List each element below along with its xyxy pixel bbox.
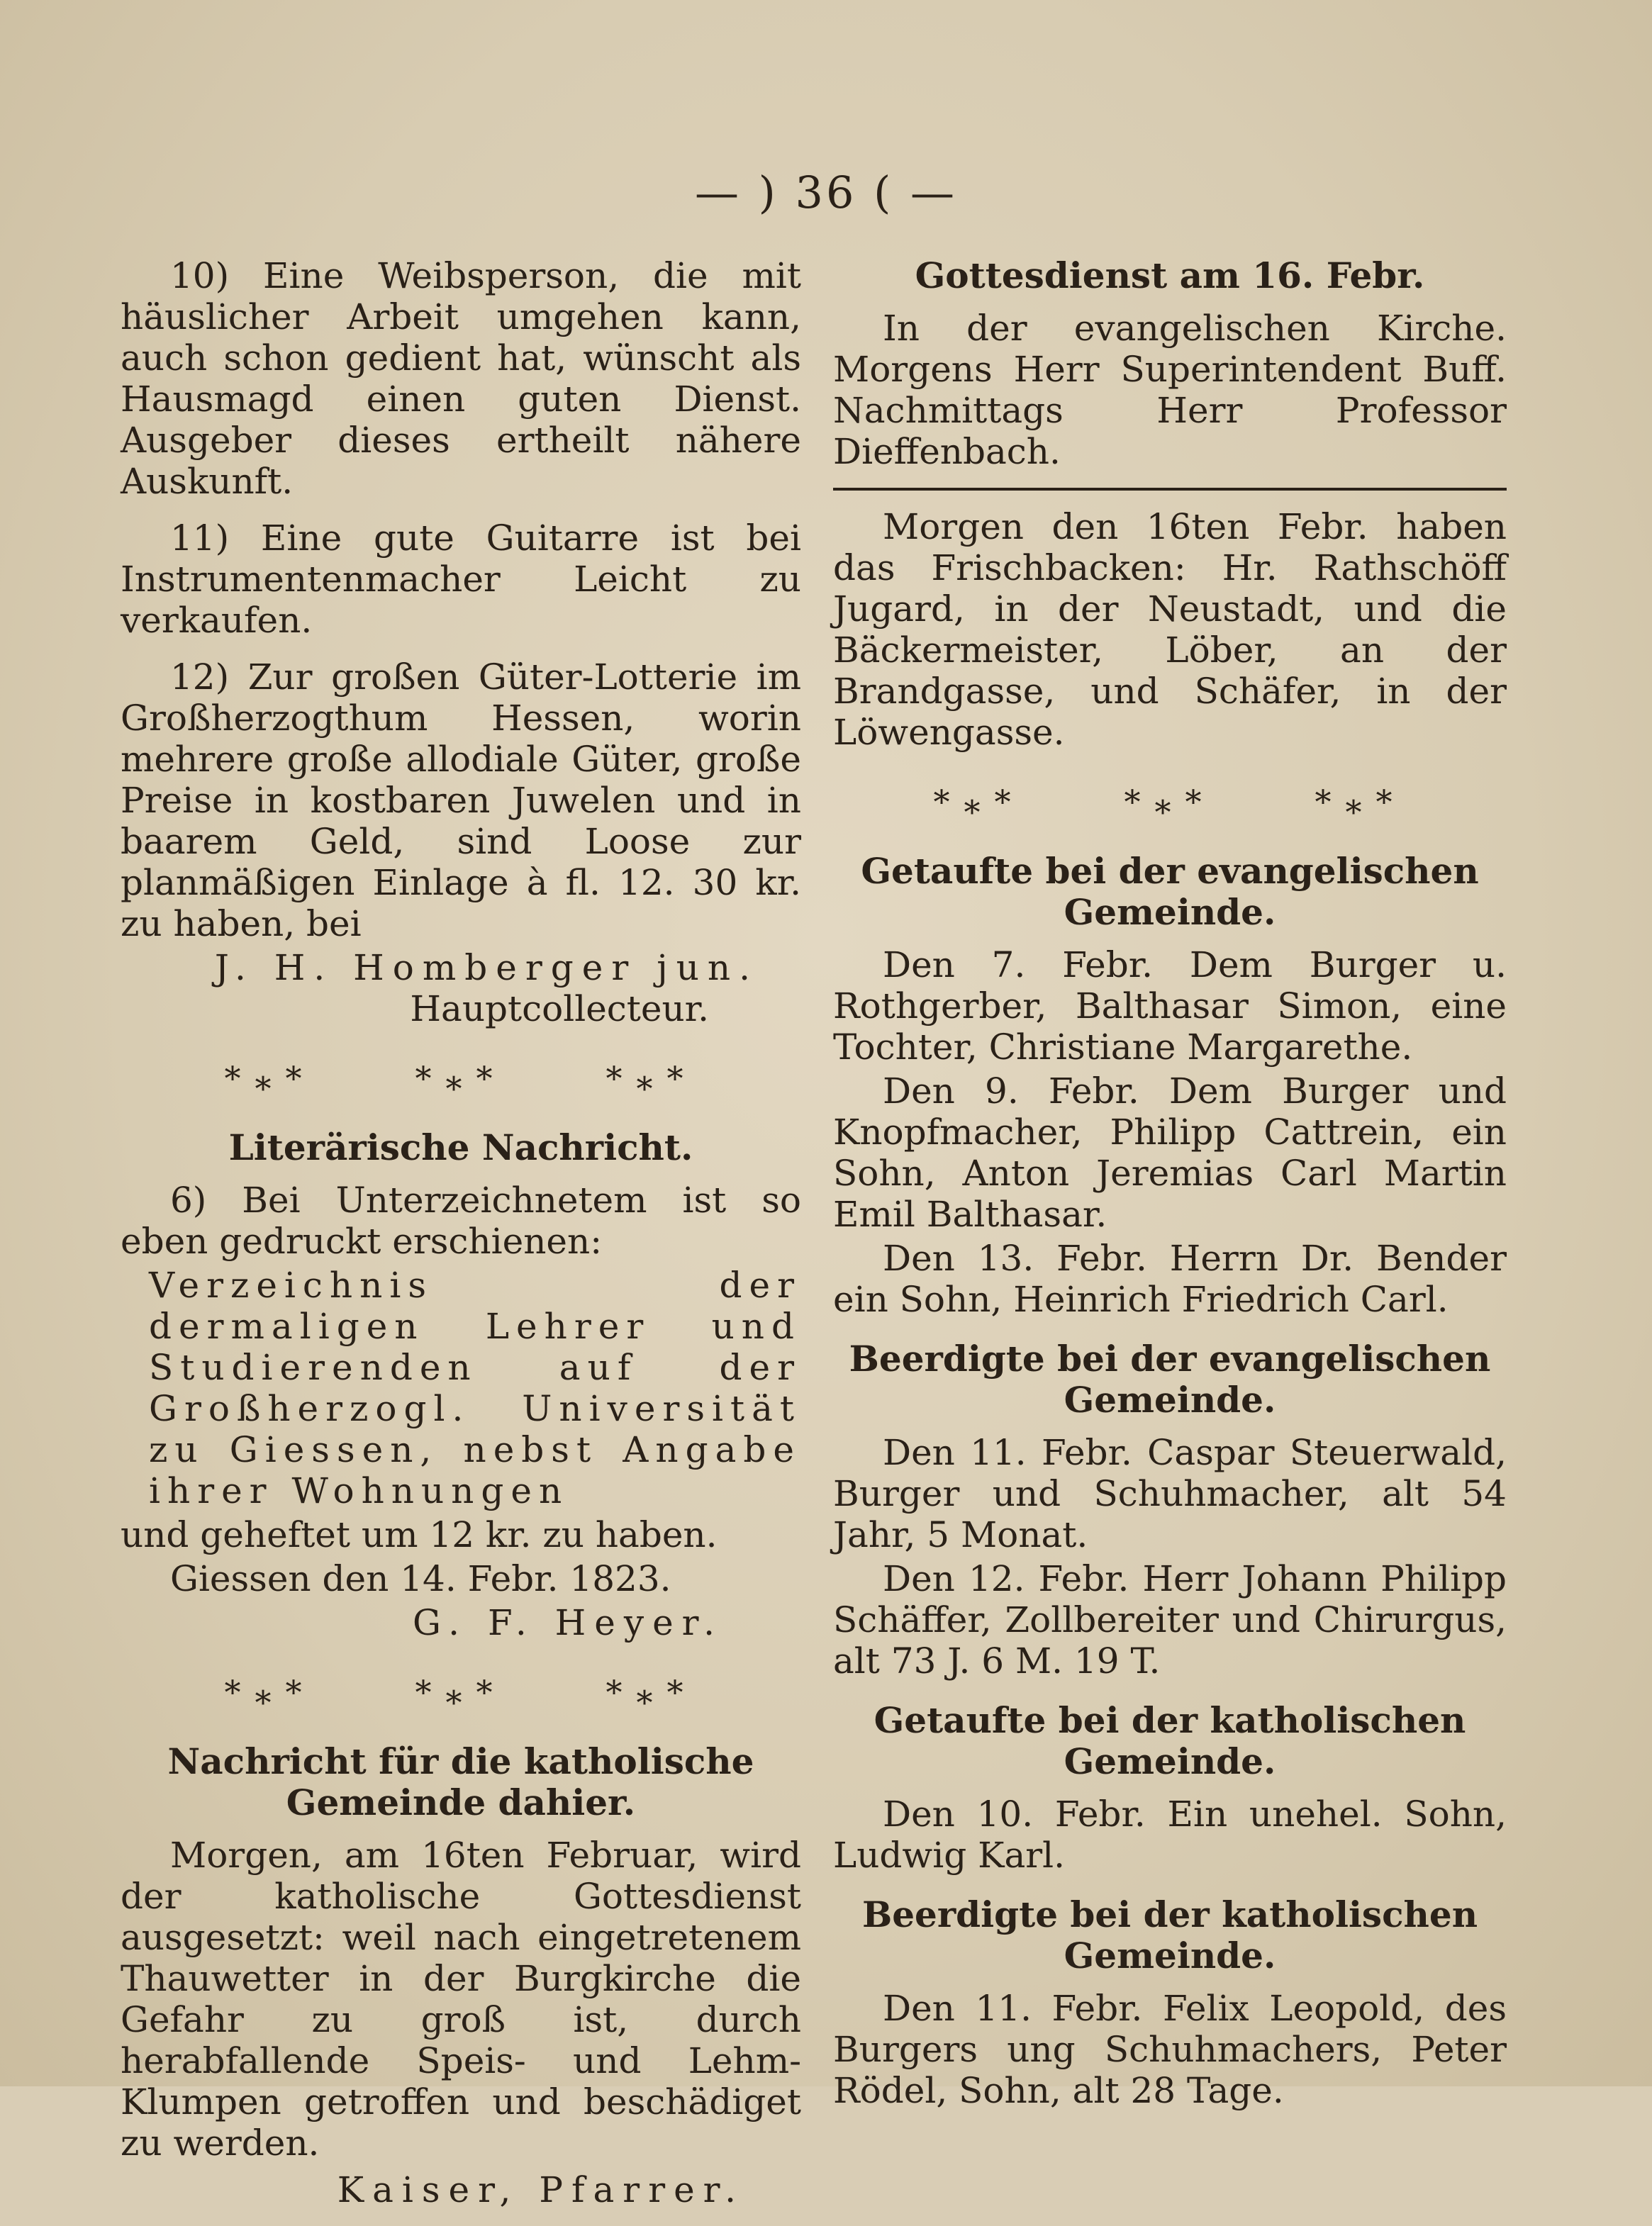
ad-11: 11) Eine gute Guitarre ist bei Instrumentenmacher Leicht zu verkaufen. — [121, 518, 801, 641]
service-heading: Gottesdienst am 16. Febr. — [915, 255, 1425, 296]
literary-book-title: Verzeichnis der dermaligen Lehrer und Studierenden auf der Großherzogl. Universität zu Giessen, nebst Angabe ihrer Wohnungen — [149, 1265, 801, 1511]
literary-price: und geheftet um 12 kr. zu haben. — [121, 1514, 718, 1555]
separator-star: *⁎* — [1315, 783, 1407, 821]
separator-star: *⁎* — [224, 1673, 316, 1711]
separator-star: *⁎* — [605, 1673, 698, 1711]
ev-baptized-heading: Getaufte bei der evangelischen Gemeinde. — [861, 850, 1479, 933]
kath-baptized-heading: Getaufte bei der katholischen Gemeinde. — [874, 1699, 1466, 1782]
separator-star: *⁎* — [605, 1059, 698, 1097]
kath-buried-heading: Beerdigte bei der katholischen Gemeinde. — [861, 1894, 1478, 1976]
divider-rule — [833, 488, 1507, 491]
separator-stars — [121, 1058, 801, 1099]
separator-star: *⁎* — [415, 1673, 507, 1711]
catholic-notice-signature: Kaiser, Pfarrer. — [337, 2169, 744, 2210]
right-column — [833, 255, 1507, 2127]
separator-star: *⁎* — [415, 1059, 507, 1097]
separator-stars — [833, 781, 1507, 822]
separator-star: *⁎* — [933, 783, 1025, 821]
ev-buried-heading: Beerdigte bei der evangelischen Gemeinde. — [849, 1338, 1491, 1421]
separator-star: *⁎* — [224, 1059, 316, 1097]
catholic-notice-heading: Nachricht für die katholische Gemeinde dahier. — [167, 1740, 754, 1823]
kath-baptized-entry: Den 10. Febr. Ein unehel. Sohn, Ludwig Karl. — [833, 1794, 1507, 1876]
ev-baptized-entry: Den 7. Febr. Dem Burger u. Rothgerber, Balthasar Simon, eine Tochter, Christiane Margarethe. — [833, 944, 1507, 1068]
separator-stars — [121, 1672, 801, 1713]
catholic-notice-text: Morgen, am 16ten Februar, wird der katholische Gottesdienst ausgesetzt: weil nach eingetretenem Thauwetter in der Burgkirche die Gefahr zu groß ist, durch herabfallende Speis- und Lehm-Klumpen getroffen und beschädiget zu werden. — [121, 1835, 801, 2164]
baker-notice: Morgen den 16ten Febr. haben das Frischbacken: Hr. Rathschöff Jugard, in der Neustadt, und die Bäckermeister, Löber, an der Brandgasse, und Schäfer, in der Löwengasse. — [833, 506, 1507, 753]
literary-signature: G. F. Heyer. — [413, 1602, 723, 1643]
literary-heading: Literärische Nachricht. — [228, 1126, 693, 1168]
service-text: In der evangelischen Kirche. Morgens Herr Superintendent Buff. Nachmittags Herr Professor Dieffenbach. — [833, 308, 1507, 472]
page-number: — ) 36 ( — — [694, 167, 958, 218]
ev-buried-entry: Den 12. Febr. Herr Johann Philipp Schäffer, Zollbereiter und Chirurgus, alt 73 J. 6 M. 19 T. — [833, 1558, 1507, 1682]
ad-12-signature-title: Hauptcollecteur. — [410, 988, 709, 1029]
kath-buried-entry: Den 11. Febr. Felix Leopold, des Burgers ung Schuhmachers, Peter Rödel, Sohn, alt 28 Tage. — [833, 1988, 1507, 2111]
left-column — [121, 255, 801, 2226]
literary-date: Giessen den 14. Febr. 1823. — [170, 1558, 671, 1599]
literary-intro: 6) Bei Unterzeichnetem ist so eben gedruckt erschienen: — [121, 1180, 801, 1262]
ad-10: 10) Eine Weibsperson, die mit häuslicher Arbeit umgehen kann, auch schon gedient hat, wünscht als Hausmagd einen guten Dienst. Ausgeber dieses ertheilt nähere Auskunft. — [121, 255, 801, 502]
ev-baptized-entry: Den 13. Febr. Herrn Dr. Bender ein Sohn, Heinrich Friedrich Carl. — [833, 1238, 1507, 1320]
separator-star: *⁎* — [1124, 783, 1216, 821]
ev-baptized-entry: Den 9. Febr. Dem Burger und Knopfmacher, Philipp Cattrein, ein Sohn, Anton Jeremias Carl Martin Emil Balthasar. — [833, 1070, 1507, 1235]
ad-12-signature: J. H. Homberger jun. — [214, 947, 759, 988]
ad-12: 12) Zur großen Güter-Lotterie im Großherzogthum Hessen, worin mehrere große allodiale Güter, große Preise in kostbaren Juwelen und in baarem Geld, sind Loose zur planmäßigen Einlage à fl. 12. 30 kr. zu haben, bei — [121, 656, 801, 944]
ev-buried-entry: Den 11. Febr. Caspar Steuerwald, Burger und Schuhmacher, alt 54 Jahr, 5 Monat. — [833, 1432, 1507, 1555]
